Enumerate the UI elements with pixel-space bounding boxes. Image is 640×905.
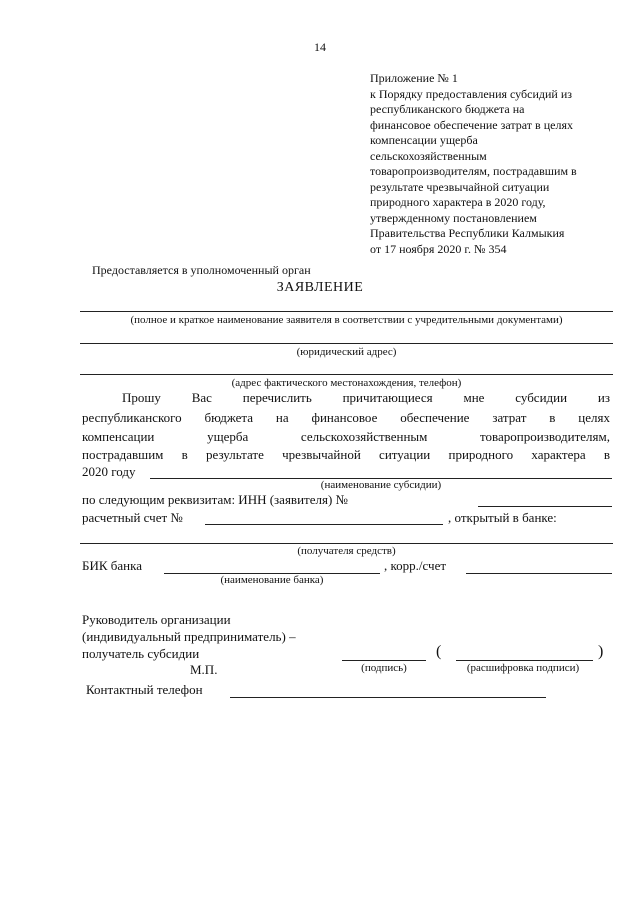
body-line-2: республиканского бюджета на финансовое обеспечение затрат в целях xyxy=(82,410,610,425)
appendix-block xyxy=(370,71,630,257)
decoding-caption: (расшифровка подписи) xyxy=(466,662,580,674)
appendix-line: от 17 ноября 2020 г. № 354 xyxy=(370,241,507,256)
appendix-line: Правительства Республики Калмыкия xyxy=(370,226,565,240)
appendix-line: товаропроизводителям, пострадавшим в xyxy=(370,164,577,178)
signature-decoding-field[interactable] xyxy=(456,660,593,661)
bik-label: БИК банка xyxy=(82,558,143,573)
appendix-line: к Порядку предоставления субсидий из xyxy=(370,86,572,101)
inn-label: по следующим реквизитам: ИНН (заявителя) № xyxy=(82,492,348,507)
inn-field[interactable] xyxy=(478,506,612,507)
provided-to-text: Предоставляется в уполномоченный орган xyxy=(92,263,311,277)
signature-caption: (подпись) xyxy=(361,662,407,674)
open-paren: ( xyxy=(436,643,442,660)
phone-label: Контактный телефон xyxy=(86,682,203,697)
signature-line-1: Руководитель организации xyxy=(82,612,231,627)
phone-field[interactable] xyxy=(230,697,546,698)
document-title: ЗАЯВЛЕНИЕ xyxy=(276,280,364,295)
signature-field[interactable] xyxy=(342,660,426,661)
close-paren: ) xyxy=(598,643,604,660)
actual-address-line[interactable] xyxy=(80,374,613,375)
body-line-3: компенсации ущерба сельскохозяйственным товаропроизводителям, xyxy=(82,429,610,444)
corr-account-field[interactable] xyxy=(466,573,612,574)
appendix-line: республиканского бюджета на xyxy=(370,102,525,116)
appendix-line: Приложение № 1 xyxy=(370,71,458,85)
actual-address-caption: (адрес фактического местонахождения, телефон) xyxy=(231,377,462,389)
account-label: расчетный счет № xyxy=(82,510,183,525)
body-line-4: пострадавшим в результате чрезвычайной ситуации природного характера в xyxy=(82,447,610,462)
applicant-name-line[interactable] xyxy=(80,311,613,312)
body-last-line: 2020 году xyxy=(82,464,136,479)
signature-line-2: (индивидуальный предприниматель) – xyxy=(82,629,296,644)
applicant-name-caption: (полное и краткое наименование заявителя в соответствии с учредительными документами) xyxy=(130,314,563,326)
corr-account-label: , корр./счет xyxy=(384,558,447,573)
legal-address-line[interactable] xyxy=(80,343,613,344)
appendix-line: сельскохозяйственным xyxy=(370,148,487,163)
bank-name-line[interactable] xyxy=(80,543,613,544)
page-number: 14 xyxy=(314,40,326,54)
legal-address-caption: (юридический адрес) xyxy=(296,346,397,358)
subsidy-caption: (наименование субсидии) xyxy=(320,479,442,491)
appendix-line: природного характера в 2020 году, xyxy=(370,195,546,209)
appendix-line: утвержденному постановлением xyxy=(370,210,537,225)
account-field[interactable] xyxy=(205,524,443,525)
stamp-place: М.П. xyxy=(190,662,218,677)
appendix-line: компенсации ущерба xyxy=(370,133,478,147)
bank-name-caption: (наименование банка) xyxy=(220,574,324,586)
appendix-line: финансовое обеспечение затрат в целях xyxy=(370,117,573,132)
recipient-caption: (получателя средств) xyxy=(297,545,396,557)
appendix-line: результате чрезвычайной ситуации xyxy=(370,179,550,194)
body-line-1: Прошу Вас перечислить причитающиеся мне субсидии из xyxy=(122,390,610,405)
signature-line-3: получатель субсидии xyxy=(82,646,200,661)
opened-in-bank-label: , открытый в банке: xyxy=(448,510,557,525)
